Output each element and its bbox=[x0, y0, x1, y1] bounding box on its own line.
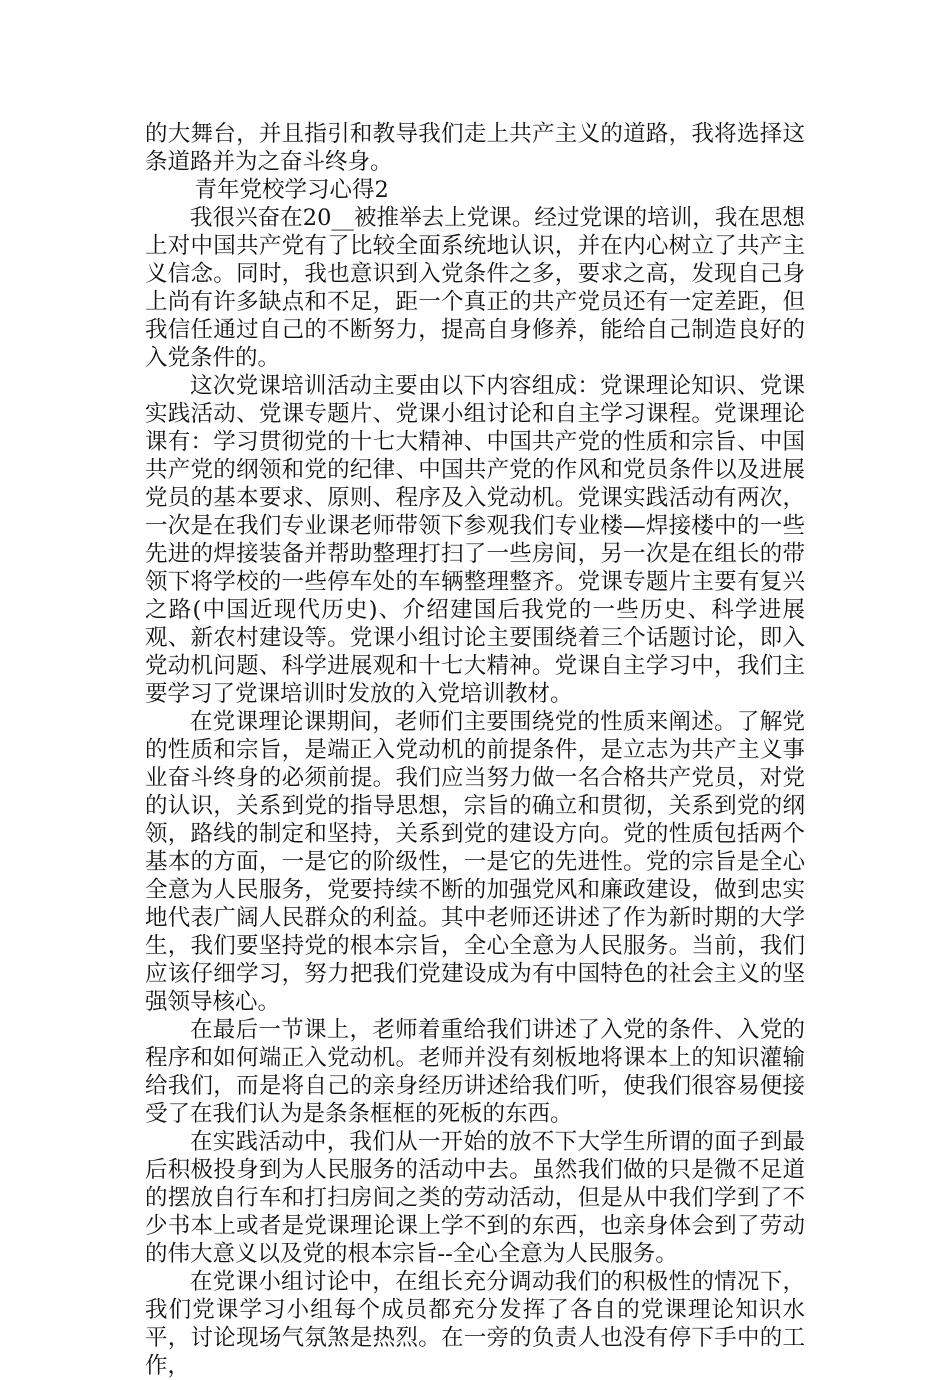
paragraph-group-discussion: 在党课小组讨论中，在组长充分调动我们的积极性的情况下，我们党课学习小组每个成员都充分发挥了各自的党课理论知识水平，讨论现场气氛煞是热烈。在一旁的负责人也没有停下手中的工作， bbox=[145, 1269, 805, 1379]
paragraph-training-content: 这次党课培训活动主要由以下内容组成：党课理论知识、党课实践活动、党课专题片、党课小组讨论和自主学习课程。党课理论课有：学习贯彻党的十七大精神、中国共产党的性质和宗旨、中国共产党的纲领和党的纪律、中国共产党的作风和党员条件以及进展党员的基本要求、原则、程序及入党动机。党课实践活动有两次，一次是在我们专业课老师带领下参观我们专业楼—焊接楼中的一些先进的焊接装备并帮助整理打扫了一些房间，另一次是在组长的带领下将学校的一些停车处的车辆整理整齐。党课专题片主要有复兴之路(中国近现代历史)、介绍建国后我党的一些历史、科学进展观、新农村建设等。党课小组讨论主要围绕着三个话题讨论，即入党动机问题、科学进展观和十七大精神。党课自主学习中，我们主要学习了党课培训时发放的入党培训教材。 bbox=[145, 373, 805, 707]
document-page bbox=[145, 120, 805, 1380]
paragraph-theory-class: 在党课理论课期间，老师们主要围绕党的性质来阐述。了解党的性质和宗旨，是端正入党动机的前提条件，是立志为共产主义事业奋斗终身的必须前提。我们应当努力做一名合格共产党员，对党的认识，关系到党的指导思想，宗旨的确立和贯彻，关系到党的纲领，路线的制定和坚持，关系到党的建设方向。党的性质包括两个基本的方面，一是它的阶级性，一是它的先进性。党的宗旨是全心全意为人民服务，党要持续不断的加强党风和廉政建设，做到忠实地代表广阔人民群众的利益。其中老师还讲述了作为新时期的大学生，我们要坚持党的根本宗旨，全心全意为人民服务。当前，我们应该仔细学习，努力把我们党建设成为有中国特色的社会主义的坚强领导核心。 bbox=[145, 709, 805, 1015]
section-heading: 青年党校学习心得2 bbox=[194, 177, 389, 203]
paragraph-practice-activity: 在实践活动中，我们从一开始的放不下大学生所谓的面子到最后积极投身到为人民服务的活动中去。虽然我们做的只是微不足道的摆放自行车和打扫房间之类的劳动活动，但是从中我们学到了不少书本上或者是党课理论课上学不到的东西，也亲身体会到了劳动的伟大意义以及党的根本宗旨--全心全意为人民服务。 bbox=[145, 1129, 805, 1267]
paragraph-intro: 我很兴奋在20__被推举去上党课。经过党课的培训，我在思想上对中国共产党有了比较全面系统地认识，并在内心树立了共产主义信念。同时，我也意识到入党条件之多，要求之高，发现自己身上尚有许多缺点和不足，距一个真正的共产党员还有一定差距，但我信任通过自己的不断努力，提高自身修养，能给自己制造良好的入党条件的。 bbox=[145, 205, 805, 371]
continued-paragraph: 的大舞台，并且指引和教导我们走上共产主义的道路，我将选择这条道路并为之奋斗终身。 bbox=[145, 121, 805, 175]
paragraph-last-lesson: 在最后一节课上，老师着重给我们讲述了入党的条件、入党的程序和如何端正入党动机。老师并没有刻板地将课本上的知识灌输给我们，而是将自己的亲身经历讲述给我们听，使我们很容易便接受了在我们认为是条条框框的死板的东西。 bbox=[145, 1017, 805, 1127]
